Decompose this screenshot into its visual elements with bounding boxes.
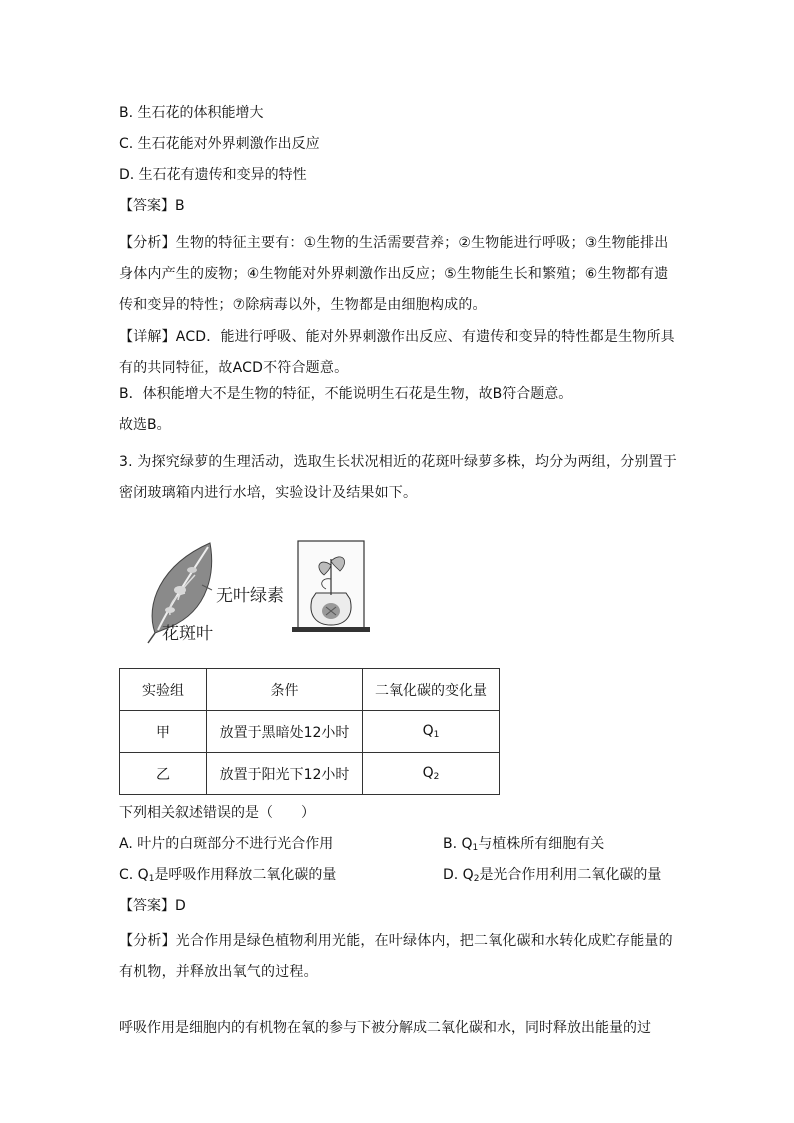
option-d: D. $Q_2$是光合作用利用二氧化碳的量 — [443, 867, 662, 884]
detail-b-line: B．体积能增大不是生物的特征，不能说明生石花是生物，故B符合题意。 — [119, 386, 573, 402]
choose-line: 故选B。 — [119, 417, 171, 433]
table-row — [120, 711, 500, 753]
table-header-row — [120, 669, 500, 711]
cell-co2: $Q_2$ — [363, 753, 500, 795]
experiment-table — [119, 668, 500, 795]
answer-label: 【答案】B — [119, 198, 185, 214]
option-d: D. 生石花有遗传和变异的特性 — [119, 167, 307, 183]
header-group: 实验组 — [120, 669, 207, 711]
option-a: A. 叶片的白斑部分不进行光合作用 — [119, 836, 334, 852]
detail-paragraph: 【详解】ACD．能进行呼吸、能对外界刺激作出反应、有遗传和变异的特性都是生物所具有的共同特征，故ACD不符合题意。 — [119, 329, 675, 376]
option-c: C. 生石花能对外界刺激作出反应 — [119, 136, 320, 152]
analysis-paragraph: 【分析】生物的特征主要有：①生物的生活需要营养；②生物能进行呼吸；③生物能排出身体内产生的废物；④生物能对外界刺激作出反应；⑤生物能生长和繁殖；⑥生物都有遗传和变异的特性；⑦除病毒以外，生物都是由细胞构成的。 — [119, 235, 669, 313]
header-co2-change: 二氧化碳的变化量 — [363, 669, 500, 711]
analysis-paragraph-continued: 呼吸作用是细胞内的有机物在氧的参与下被分解成二氧化碳和水，同时释放出能量的过 — [119, 1020, 651, 1036]
option-b: B. 生石花的体积能增大 — [119, 105, 264, 121]
table-row — [120, 753, 500, 795]
option-b: B. $Q_1$与植株所有细胞有关 — [443, 836, 605, 853]
label-variegated-leaf: 花斑叶 — [162, 624, 213, 644]
cell-condition: 放置于黑暗处12小时 — [207, 711, 363, 753]
option-c: C. $Q_1$是呼吸作用释放二氧化碳的量 — [119, 867, 337, 884]
glass-box-icon — [292, 541, 370, 632]
header-condition: 条件 — [207, 669, 363, 711]
experiment-figure — [140, 535, 380, 645]
question-stem: 下列相关叙述错误的是（ ） — [119, 805, 315, 821]
cell-group: 甲 — [120, 711, 207, 753]
label-no-chlorophyll: 无叶绿素 — [216, 586, 284, 606]
cell-group: 乙 — [120, 753, 207, 795]
question-3: 3. 为探究绿萝的生理活动，选取生长状况相近的花斑叶绿萝多株，均分为两组，分别置于密闭玻璃箱内进行水培，实验设计及结果如下。 — [119, 454, 678, 501]
analysis-paragraph: 【分析】光合作用是绿色植物利用光能，在叶绿体内，把二氧化碳和水转化成贮存能量的有机物，并释放出氧气的过程。 — [119, 933, 673, 980]
cell-condition: 放置于阳光下12小时 — [207, 753, 363, 795]
answer-label: 【答案】D — [119, 898, 186, 914]
cell-co2: $Q_1$ — [363, 711, 500, 753]
